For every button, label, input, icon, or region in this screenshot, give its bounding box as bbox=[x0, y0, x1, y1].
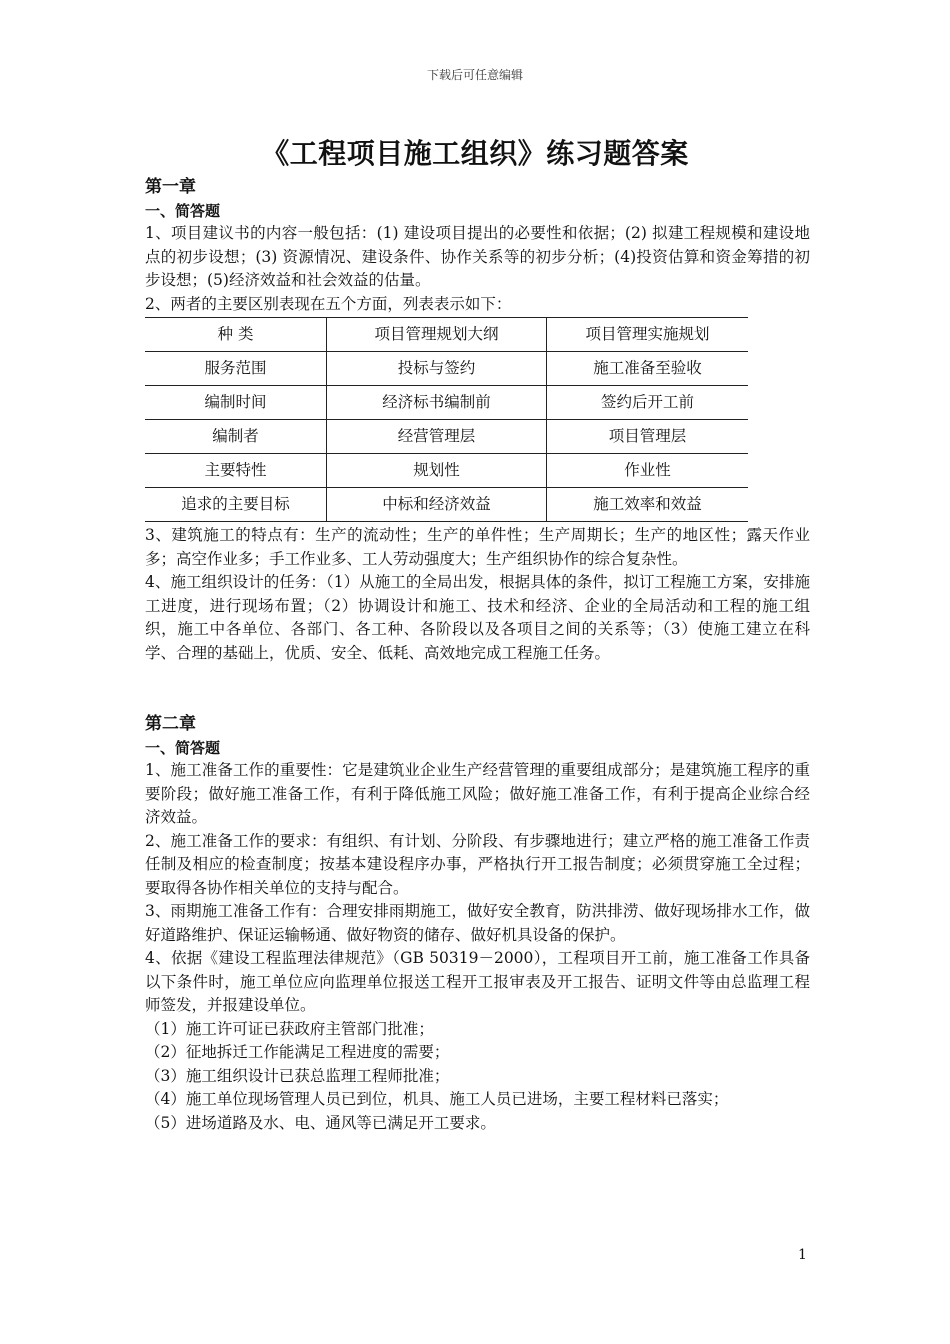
table-cell: 规划性 bbox=[327, 454, 547, 488]
chapter-2-answer-3: 3、雨期施工准备工作有：合理安排雨期施工，做好安全教育，防洪排涝、做好现场排水工作，做好道路维护、保证运输畅通、做好物资的储存、做好机具设备的保护。 bbox=[145, 902, 810, 944]
table-cell: 中标和经济效益 bbox=[327, 488, 547, 522]
table-cell: 经济标书编制前 bbox=[327, 386, 547, 420]
table-cell: 服务范围 bbox=[145, 352, 327, 386]
condition-item: （1）施工许可证已获政府主管部门批准； bbox=[145, 1019, 434, 1038]
table-row bbox=[145, 454, 748, 488]
condition-item: （4）施工单位现场管理人员已到位，机具、施工人员已进场，主要工程材料已落实； bbox=[145, 1090, 729, 1108]
document-body bbox=[145, 174, 810, 1135]
chapter-2-section-heading: 一、简答题 bbox=[145, 739, 221, 757]
comparison-table bbox=[145, 317, 748, 522]
document-title: 《工程项目施工组织》练习题答案 bbox=[261, 137, 689, 170]
table-cell: 施工准备至验收 bbox=[547, 352, 749, 386]
table-header-row bbox=[145, 318, 748, 352]
table-cell: 施工效率和效益 bbox=[547, 488, 749, 522]
table-cell: 编制时间 bbox=[145, 386, 327, 420]
spacer bbox=[145, 665, 810, 711]
table-cell: 追求的主要目标 bbox=[145, 488, 327, 522]
table-cell: 经营管理层 bbox=[327, 420, 547, 454]
condition-item: （3）施工组织设计已获总监理工程师批准； bbox=[145, 1066, 450, 1085]
table-cell: 编制者 bbox=[145, 420, 327, 454]
table-header-cell: 种 类 bbox=[145, 318, 327, 352]
header-note: 下载后可任意编辑 bbox=[426, 68, 523, 82]
table-cell: 签约后开工前 bbox=[547, 386, 749, 420]
table-cell: 项目管理层 bbox=[547, 420, 749, 454]
table-header-cell: 项目管理规划大纲 bbox=[327, 318, 547, 352]
chapter-1-section-heading: 一、简答题 bbox=[145, 202, 221, 220]
table-row bbox=[145, 488, 748, 522]
chapter-2-heading: 第二章 bbox=[145, 714, 196, 734]
chapter-2-answer-2: 2、施工准备工作的要求：有组织、有计划、分阶段、有步骤地进行；建立严格的施工准备工作责任制及相应的检查制度；按基本建设程序办事，严格执行开工报告制度；必须贯穿施工全过程；要取得各协作相关单位的支持与配合。 bbox=[145, 831, 810, 897]
table-row bbox=[145, 386, 748, 420]
table-cell: 作业性 bbox=[547, 454, 749, 488]
chapter-2-answer-1: 1、施工准备工作的重要性：它是建筑业企业生产经营管理的重要组成部分；是建筑施工程序的重要阶段；做好施工准备工作，有利于降低施工风险；做好施工准备工作，有利于提高企业综合经济效益。 bbox=[145, 761, 810, 826]
chapter-1-answer-2: 2、两者的主要区别表现在五个方面，列表表示如下： bbox=[145, 294, 512, 313]
table-row bbox=[145, 352, 748, 386]
table-header-cell: 项目管理实施规划 bbox=[547, 318, 749, 352]
chapter-1-heading: 第一章 bbox=[145, 177, 196, 197]
chapter-1-answer-1: 1、项目建议书的内容一般包括：(1) 建设项目提出的必要性和依据；(2) 拟建工程规模和建设地点的初步设想；(3) 资源情况、建设条件、协作关系等的初步分析；(4)投资估算和资金筹措的初步设想；(5)经济效益和社会效益的估量。 bbox=[145, 224, 810, 289]
table-cell: 投标与签约 bbox=[327, 352, 547, 386]
chapter-2-answer-4: 4、依据《建设工程监理法律规范》（GB 50319－2000），工程项目开工前，施工准备工作具备以下条件时，施工单位应向监理单位报送工程开工报审表及开工报告、证明文件等由总监理工程师签发，并报建设单位。 bbox=[145, 949, 810, 1014]
chapter-1-answer-3: 3、建筑施工的特点有：生产的流动性；生产的单件性；生产周期长；生产的地区性；露天作业多；高空作业多；手工作业多、工人劳动强度大；生产组织协作的综合复杂性。 bbox=[145, 526, 810, 568]
table-row bbox=[145, 420, 748, 454]
chapter-1-answer-4: 4、施工组织设计的任务：（1）从施工的全局出发，根据具体的条件，拟订工程施工方案，安排施工进度，进行现场布置；（2）协调设计和施工、技术和经济、企业的全局活动和工程的施工组织，施工中各单位、各部门、各工种、各阶段以及各项目之间的关系等；（3）使施工建立在科学、合理的基础上，优质、安全、低耗、高效地完成工程施工任务。 bbox=[145, 573, 810, 662]
condition-item: （2）征地拆迁工作能满足工程进度的需要； bbox=[145, 1043, 450, 1061]
page-number: 1 bbox=[798, 1247, 807, 1263]
condition-item: （5）进场道路及水、电、通风等已满足开工要求。 bbox=[145, 1113, 496, 1132]
table-cell: 主要特性 bbox=[145, 454, 327, 488]
